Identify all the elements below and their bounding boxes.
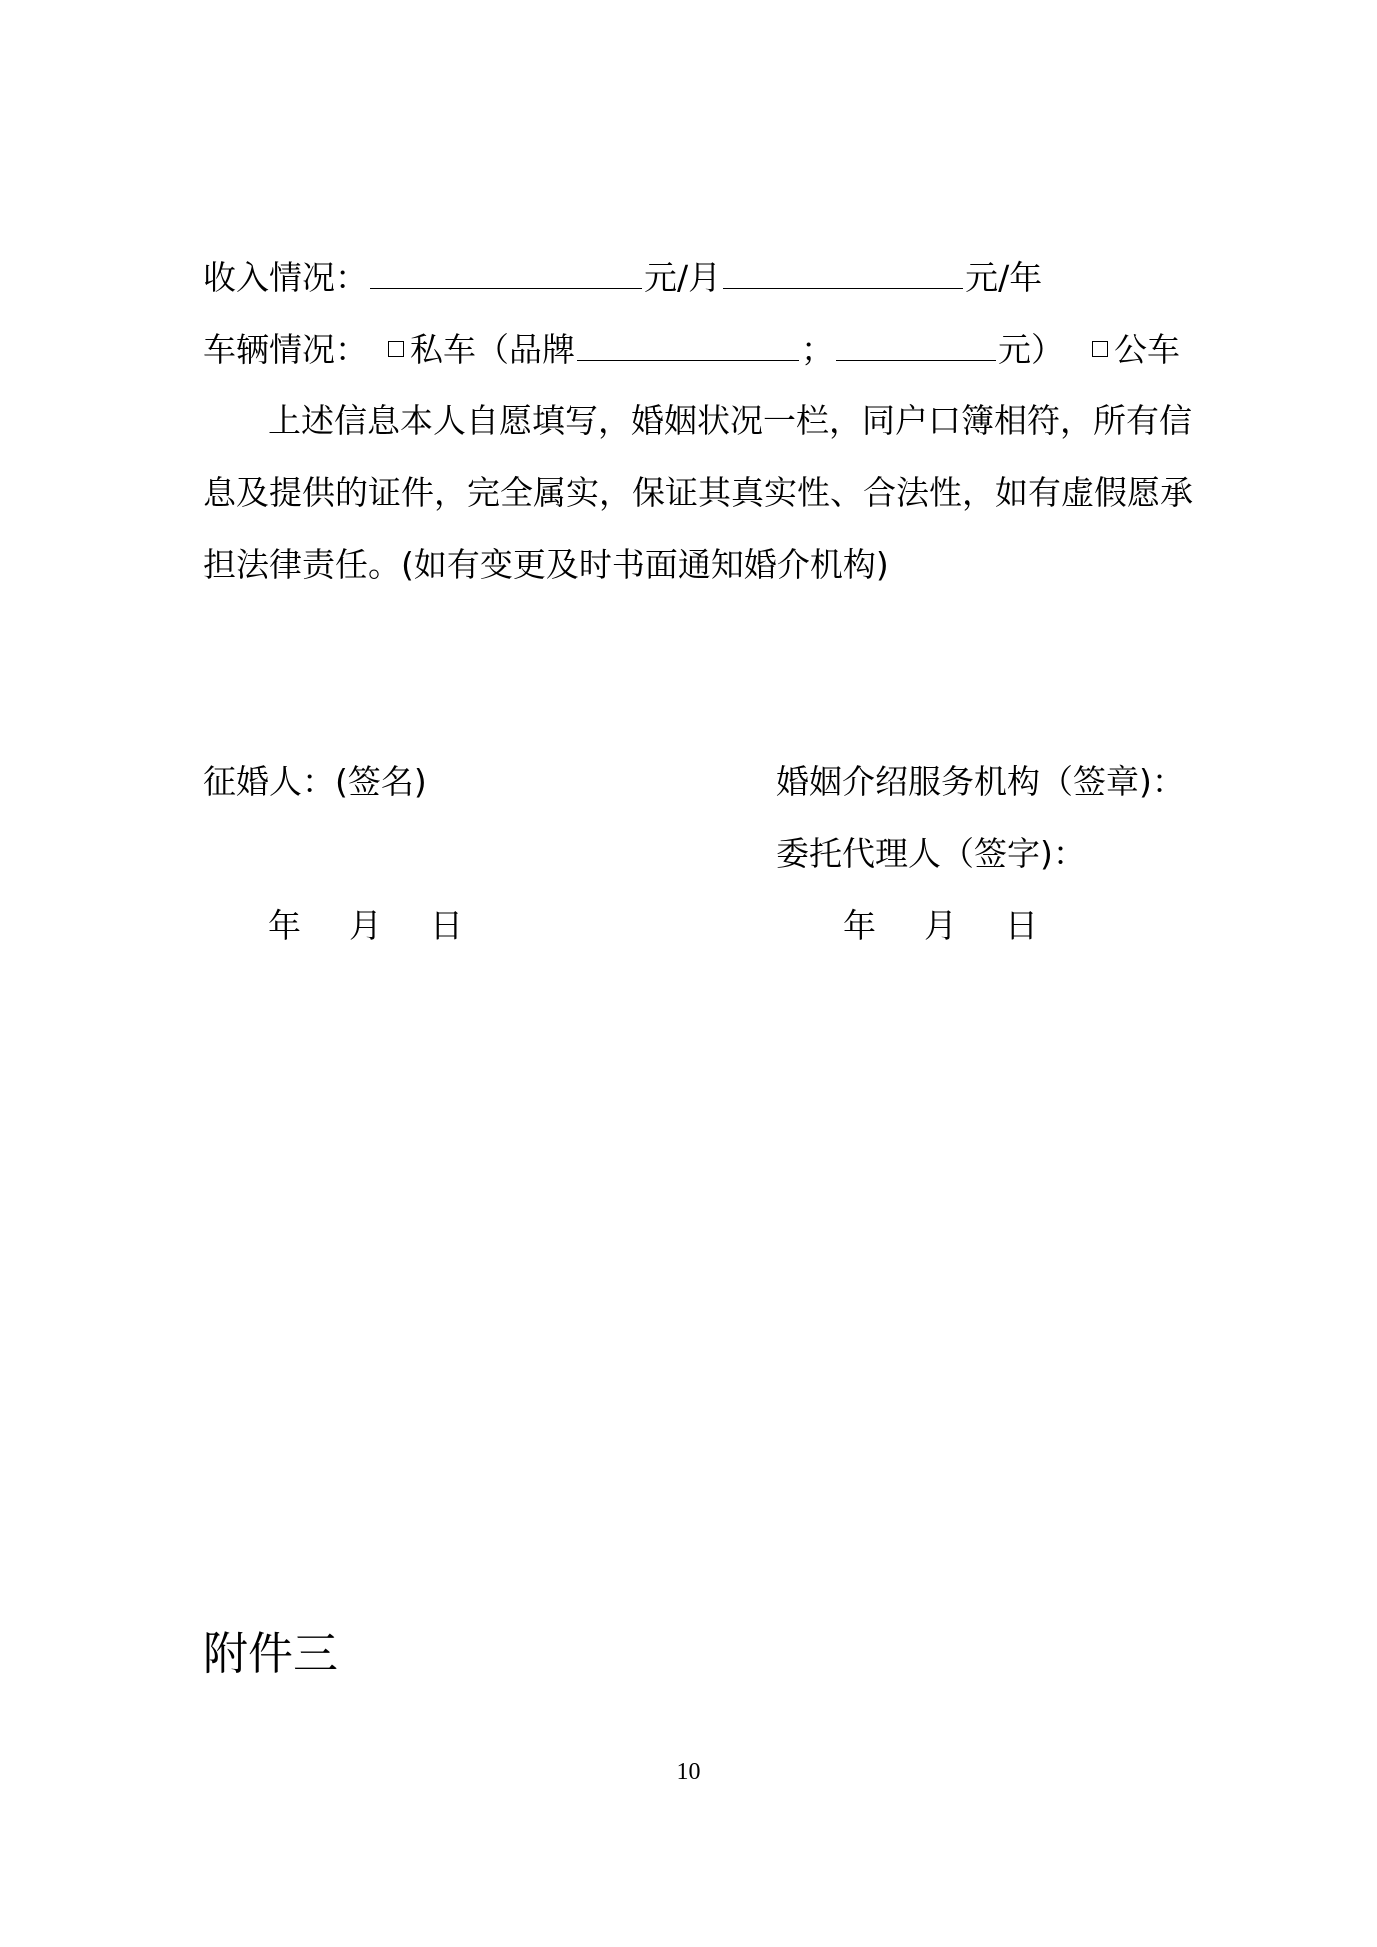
vehicle-separator: ； — [801, 330, 834, 369]
declaration-line-3: 担法律责任。(如有变更及时书面通知婚介机构) — [203, 545, 889, 584]
vehicle-label: 车辆情况： — [203, 330, 368, 369]
price-unit: 元） — [998, 330, 1064, 369]
declaration-line-2: 息及提供的证件，完全属实，保证其真实性、合法性，如有虚假愿承 — [203, 473, 1193, 512]
private-car-checkbox[interactable] — [388, 341, 404, 357]
public-car-label: 公车 — [1114, 330, 1180, 369]
page-number: 10 — [676, 1759, 701, 1785]
unit-year: 元/年 — [965, 258, 1043, 297]
unit-month: 元/月 — [644, 258, 722, 297]
agency-seal-label: 婚姻介绍服务机构（签章)： — [776, 762, 1185, 801]
date-day: 日 — [1005, 906, 1038, 945]
car-brand-field[interactable] — [577, 330, 799, 361]
date-day: 日 — [430, 906, 463, 945]
public-car-checkbox[interactable] — [1092, 341, 1108, 357]
monthly-income-field[interactable] — [370, 258, 642, 289]
vehicle-row — [203, 330, 1180, 370]
date-year: 年 — [843, 906, 876, 945]
applicant-signature-label: 征婚人：(签名) — [203, 762, 427, 801]
agent-signature-label: 委托代理人（签字)： — [776, 834, 1086, 873]
private-car-label: 私车（品牌 — [410, 330, 575, 369]
date-month: 月 — [349, 906, 382, 945]
date-month: 月 — [924, 906, 957, 945]
car-price-field[interactable] — [836, 330, 996, 361]
declaration-line-1: 上述信息本人自愿填写，婚姻状况一栏，同户口簿相符，所有信 — [268, 401, 1192, 440]
yearly-income-field[interactable] — [723, 258, 963, 289]
date-year: 年 — [268, 906, 301, 945]
attachment-heading: 附件三 — [203, 1627, 339, 1680]
income-row — [203, 258, 1042, 298]
income-label: 收入情况： — [203, 258, 368, 297]
agency-date — [843, 906, 1038, 946]
applicant-date — [268, 906, 463, 946]
